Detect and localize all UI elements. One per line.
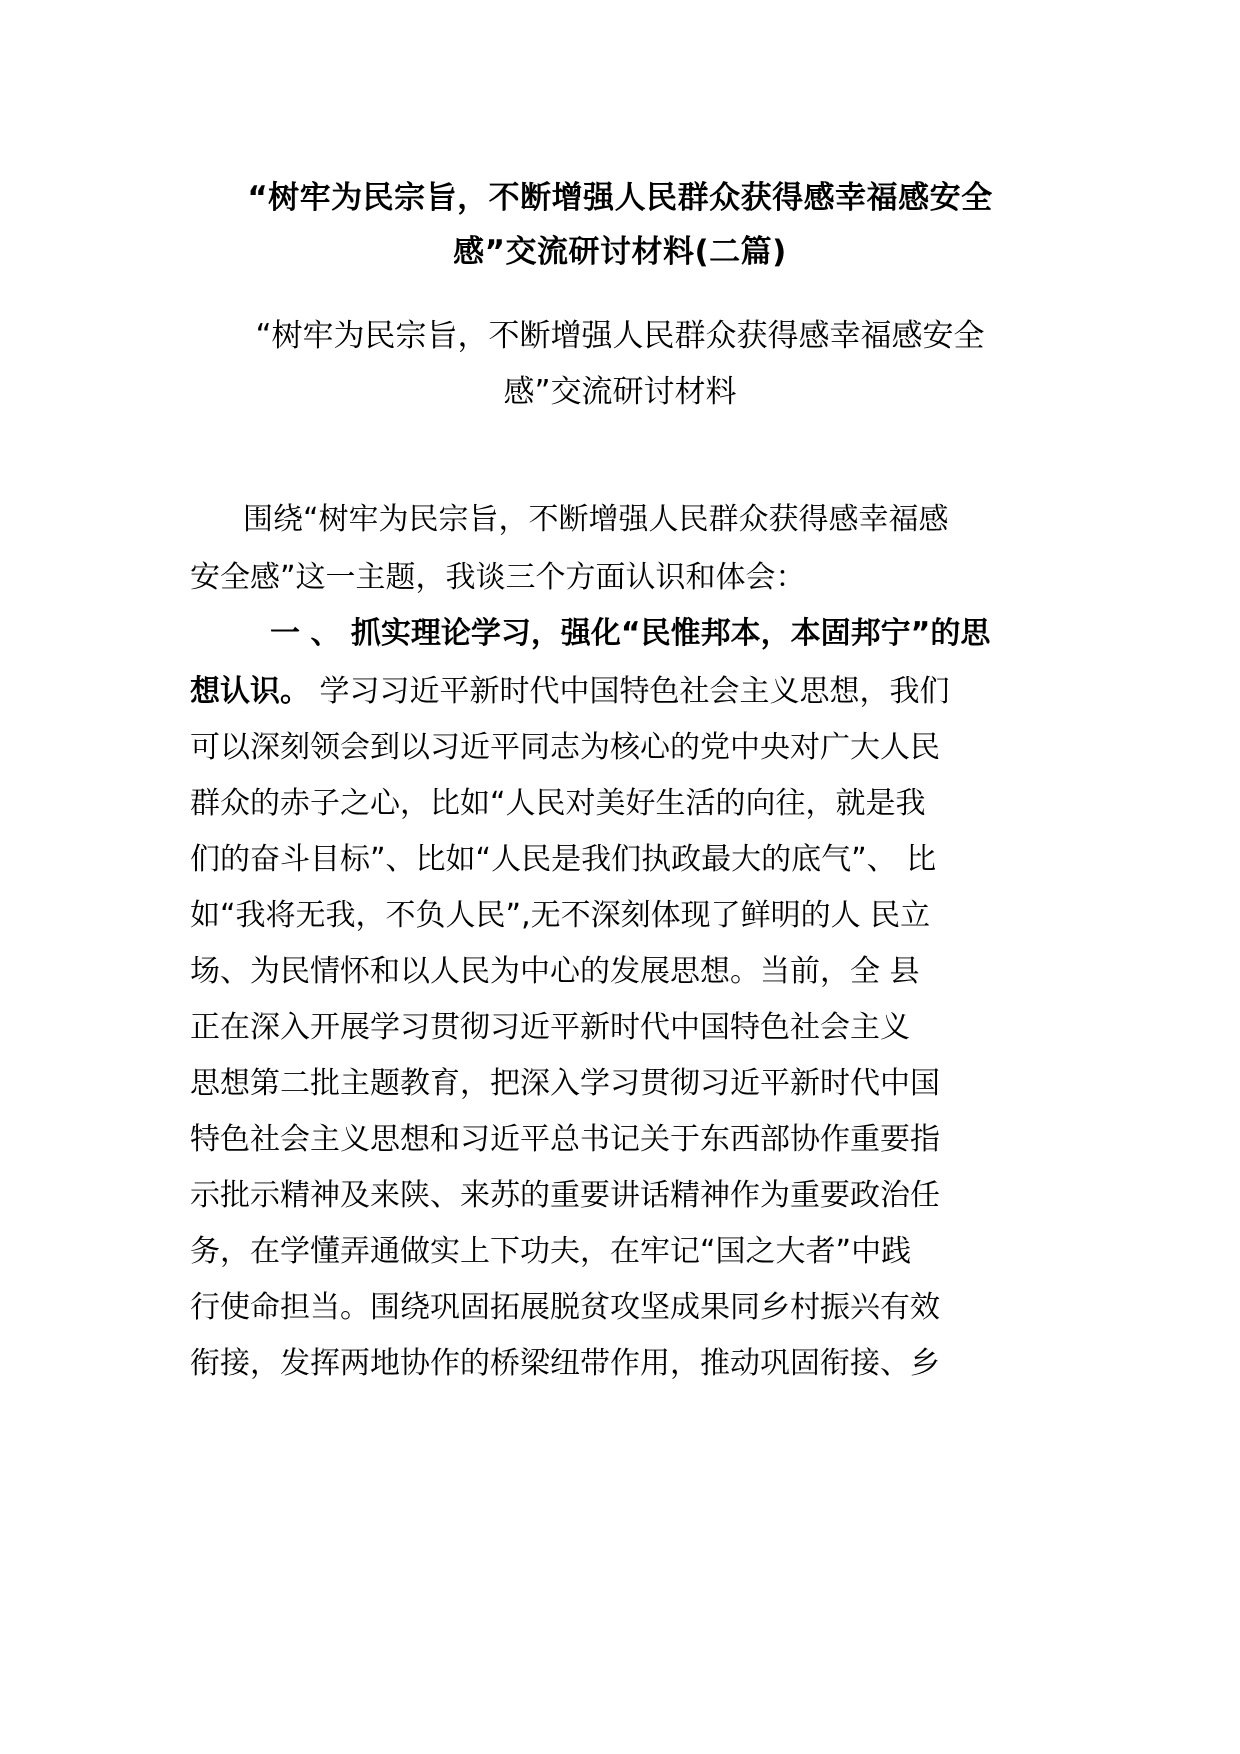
body-line-5: 场、为民情怀和以人民为中心的发展思想。当前，全 县 (190, 954, 920, 989)
document-title-line-1: “树牢为民宗旨，不断增强人民群众获得感幸福感安全 (247, 180, 993, 216)
section-1-heading-end: 想认识。 (190, 674, 310, 709)
section-1-heading: 一 、 抓实理论学习，强化“民惟邦本，本固邦宁”的思 (270, 616, 991, 651)
section-1-heading-continuation (190, 672, 950, 712)
intro-line-1: 围绕“树牢为民宗旨，不断增强人民群众获得感幸福感 (243, 502, 949, 537)
body-line-9: 示批示精神及来陕、来苏的重要讲话精神作为重要政治任 (190, 1178, 940, 1213)
body-line-11: 行使命担当。围绕巩固拓展脱贫攻坚成果同乡村振兴有效 (190, 1290, 940, 1325)
body-line-3: 们的奋斗目标”、比如“人民是我们执政最大的底气”、 比 (190, 842, 937, 877)
body-line-10: 务，在学懂弄通做实上下功夫，在牢记“国之大者”中践 (190, 1234, 912, 1269)
section-1-body-start: 学习习近平新时代中国特色社会主义思想，我们 (310, 674, 950, 709)
body-line-8: 特色社会主义思想和习近平总书记关于东西部协作重要指 (190, 1122, 940, 1157)
body-line-6: 正在深入开展学习贯彻习近平新时代中国特色社会主义 (190, 1010, 910, 1045)
body-line-1: 可以深刻领会到以习近平同志为核心的党中央对广大人民 (190, 730, 940, 765)
body-line-12: 衔接，发挥两地协作的桥梁纽带作用，推动巩固衔接、乡 (190, 1346, 940, 1381)
document-title-line-2: 感”交流研讨材料(二篇) (453, 234, 787, 270)
body-line-7: 思想第二批主题教育，把深入学习贯彻习近平新时代中国 (190, 1066, 940, 1101)
body-line-4: 如“我将无我，不负人民”,无不深刻体现了鲜明的人 民立 (190, 898, 931, 933)
document-subtitle-line-1: “树牢为民宗旨，不断增强人民群众获得感幸福感安全 (255, 318, 985, 354)
intro-line-2: 安全感”这一主题，我谈三个方面认识和体会： (190, 560, 806, 595)
body-line-2: 群众的赤子之心，比如“人民对美好生活的向往，就是我 (190, 786, 926, 821)
document-subtitle-line-2: 感”交流研讨材料 (503, 374, 737, 410)
